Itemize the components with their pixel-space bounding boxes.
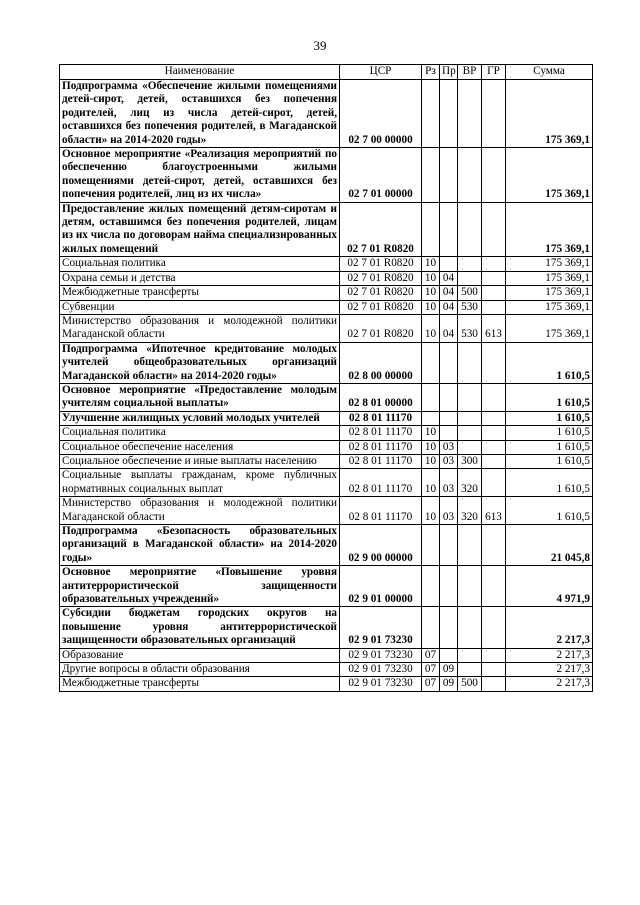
cell-name: Подпрограмма «Безопасность образовательных организаций в Магаданской области» на 2014-2020 годы»: [60, 525, 340, 566]
cell-name: Другие вопросы в области образования: [60, 663, 340, 677]
cell-vr: [458, 271, 482, 285]
cell-vr: [458, 426, 482, 440]
cell-sum: 175 369,1: [506, 202, 593, 257]
cell-gr: [482, 257, 506, 271]
cell-pr: 04: [440, 300, 458, 314]
cell-rz: 10: [422, 286, 440, 300]
cell-name: Подпрограмма «Ипотечное кредитование молодых учителей общеобразовательных организаций Магаданской области» на 2014-2020 годы»: [60, 342, 340, 383]
cell-csr: 02 7 00 00000: [340, 80, 422, 148]
cell-sum: 175 369,1: [506, 286, 593, 300]
cell-pr: [440, 148, 458, 203]
cell-pr: 03: [440, 440, 458, 454]
table-row: [60, 663, 593, 677]
cell-sum: 1 610,5: [506, 469, 593, 497]
cell-sum: 175 369,1: [506, 271, 593, 285]
cell-pr: [440, 648, 458, 662]
cell-vr: 320: [458, 497, 482, 525]
cell-name: Социальное обеспечение населения: [60, 440, 340, 454]
cell-csr: 02 7 01 R0820: [340, 271, 422, 285]
cell-pr: 09: [440, 663, 458, 677]
cell-pr: [440, 426, 458, 440]
cell-vr: [458, 411, 482, 425]
cell-vr: 500: [458, 286, 482, 300]
cell-pr: [440, 411, 458, 425]
cell-pr: [440, 342, 458, 383]
table-row: [60, 607, 593, 648]
cell-pr: 03: [440, 469, 458, 497]
cell-rz: [422, 411, 440, 425]
cell-pr: [440, 566, 458, 607]
table-row: [60, 566, 593, 607]
table-row: [60, 257, 593, 271]
cell-gr: [482, 607, 506, 648]
cell-sum: 1 610,5: [506, 411, 593, 425]
cell-name: Социальная политика: [60, 426, 340, 440]
cell-sum: 1 610,5: [506, 383, 593, 411]
cell-name: Субвенции: [60, 300, 340, 314]
cell-name: Улучшение жилищных условий молодых учителей: [60, 411, 340, 425]
cell-sum: 175 369,1: [506, 80, 593, 148]
cell-vr: [458, 80, 482, 148]
table-body: [60, 80, 593, 692]
cell-rz: 10: [422, 426, 440, 440]
cell-csr: 02 8 00 00000: [340, 342, 422, 383]
cell-pr: [440, 383, 458, 411]
cell-sum: 21 045,8: [506, 525, 593, 566]
cell-rz: 10: [422, 257, 440, 271]
header-gr: ГР: [482, 65, 506, 80]
cell-name: Основное мероприятие «Повышение уровня антитеррористической защищенности образовательных учреждений»: [60, 566, 340, 607]
cell-vr: [458, 383, 482, 411]
cell-csr: 02 9 01 00000: [340, 566, 422, 607]
cell-name: Министерство образования и молодежной политики Магаданской области: [60, 314, 340, 342]
cell-csr: 02 7 01 R0820: [340, 300, 422, 314]
header-name: Наименование: [60, 65, 340, 80]
cell-vr: 300: [458, 454, 482, 468]
cell-rz: [422, 202, 440, 257]
cell-rz: 10: [422, 497, 440, 525]
cell-rz: [422, 383, 440, 411]
cell-vr: 320: [458, 469, 482, 497]
cell-rz: [422, 342, 440, 383]
cell-rz: [422, 80, 440, 148]
cell-name: Социальные выплаты гражданам, кроме публичных нормативных социальных выплат: [60, 469, 340, 497]
cell-gr: [482, 440, 506, 454]
table-header-row: [60, 65, 593, 80]
table-row: [60, 648, 593, 662]
cell-gr: [482, 454, 506, 468]
table-row: [60, 440, 593, 454]
cell-rz: 07: [422, 677, 440, 691]
cell-vr: [458, 342, 482, 383]
cell-pr: 04: [440, 271, 458, 285]
table-row: [60, 497, 593, 525]
table-row: [60, 411, 593, 425]
cell-sum: 2 217,3: [506, 648, 593, 662]
cell-name: Межбюджетные трансферты: [60, 286, 340, 300]
cell-pr: [440, 607, 458, 648]
cell-csr: 02 8 01 11170: [340, 497, 422, 525]
cell-sum: 1 610,5: [506, 454, 593, 468]
table-row: [60, 383, 593, 411]
cell-gr: 613: [482, 497, 506, 525]
cell-vr: [458, 257, 482, 271]
cell-csr: 02 8 01 11170: [340, 454, 422, 468]
cell-csr: 02 8 01 11170: [340, 411, 422, 425]
cell-rz: [422, 525, 440, 566]
table-row: [60, 469, 593, 497]
table-row: [60, 677, 593, 691]
cell-name: Социальное обеспечение и иные выплаты населению: [60, 454, 340, 468]
cell-sum: 175 369,1: [506, 257, 593, 271]
cell-vr: [458, 440, 482, 454]
cell-pr: 04: [440, 286, 458, 300]
table-row: [60, 300, 593, 314]
cell-pr: 09: [440, 677, 458, 691]
cell-sum: 1 610,5: [506, 426, 593, 440]
cell-pr: [440, 80, 458, 148]
cell-name: Основное мероприятие «Предоставление молодым учителям социальной выплаты»: [60, 383, 340, 411]
cell-rz: [422, 607, 440, 648]
cell-vr: [458, 525, 482, 566]
cell-name: Министерство образования и молодежной политики Магаданской области: [60, 497, 340, 525]
cell-rz: 07: [422, 648, 440, 662]
cell-gr: [482, 525, 506, 566]
cell-gr: [482, 648, 506, 662]
header-vr: ВР: [458, 65, 482, 80]
cell-csr: 02 9 01 73230: [340, 677, 422, 691]
cell-pr: 04: [440, 314, 458, 342]
cell-rz: [422, 148, 440, 203]
cell-vr: [458, 202, 482, 257]
cell-rz: 10: [422, 440, 440, 454]
cell-gr: [482, 469, 506, 497]
cell-sum: 2 217,3: [506, 663, 593, 677]
cell-pr: 03: [440, 497, 458, 525]
cell-sum: 2 217,3: [506, 677, 593, 691]
cell-name: Основное мероприятие «Реализация мероприятий по обеспечению благоустроенными жилыми помещениями детей-сирот, детей, оставшихся без попечения родителей, лиц из их числа»: [60, 148, 340, 203]
cell-gr: [482, 300, 506, 314]
table-row: [60, 148, 593, 203]
page-number: 39: [313, 38, 327, 53]
cell-csr: 02 9 00 00000: [340, 525, 422, 566]
cell-sum: 1 610,5: [506, 342, 593, 383]
table-row: [60, 525, 593, 566]
table-row: [60, 271, 593, 285]
cell-sum: 175 369,1: [506, 314, 593, 342]
cell-gr: [482, 411, 506, 425]
cell-name: Предоставление жилых помещений детям-сиротам и детям, оставшимся без попечения родителей, лицам из их числа по договорам найма специализированных жилых помещений: [60, 202, 340, 257]
cell-csr: 02 9 01 73230: [340, 648, 422, 662]
cell-vr: [458, 663, 482, 677]
cell-csr: 02 7 01 R0820: [340, 257, 422, 271]
cell-name: Образование: [60, 648, 340, 662]
table-row: [60, 314, 593, 342]
table-row: [60, 286, 593, 300]
table-row: [60, 80, 593, 148]
cell-gr: [482, 286, 506, 300]
cell-rz: 10: [422, 271, 440, 285]
cell-csr: 02 7 01 R0820: [340, 286, 422, 300]
cell-vr: [458, 607, 482, 648]
cell-rz: 10: [422, 314, 440, 342]
cell-name: Субсидии бюджетам городских округов на повышение уровня антитеррористической защищенности образовательных организаций: [60, 607, 340, 648]
cell-gr: [482, 677, 506, 691]
cell-sum: 175 369,1: [506, 148, 593, 203]
header-sum: Сумма: [506, 65, 593, 80]
cell-sum: 175 369,1: [506, 300, 593, 314]
cell-gr: [482, 566, 506, 607]
cell-pr: [440, 202, 458, 257]
table-row: [60, 454, 593, 468]
cell-csr: 02 7 01 00000: [340, 148, 422, 203]
header-rz: Рз: [422, 65, 440, 80]
cell-name: Подпрограмма «Обеспечение жилыми помещениями детей-сирот, детей, оставшихся без попечения родителей, лиц из числа детей-сирот, детей, оставшихся без попечения родителей, в Магаданской области» на 2014-2020 годы»: [60, 80, 340, 148]
cell-csr: 02 9 01 73230: [340, 663, 422, 677]
cell-name: Межбюджетные трансферты: [60, 677, 340, 691]
cell-gr: [482, 383, 506, 411]
cell-sum: 4 971,9: [506, 566, 593, 607]
cell-gr: [482, 148, 506, 203]
budget-table: [59, 64, 593, 692]
cell-pr: [440, 525, 458, 566]
table-row: [60, 426, 593, 440]
cell-csr: 02 7 01 R0820: [340, 202, 422, 257]
cell-vr: [458, 648, 482, 662]
cell-sum: 2 217,3: [506, 607, 593, 648]
table-row: [60, 342, 593, 383]
cell-rz: [422, 566, 440, 607]
cell-vr: 500: [458, 677, 482, 691]
cell-gr: 613: [482, 314, 506, 342]
cell-rz: 10: [422, 454, 440, 468]
header-pr: Пр: [440, 65, 458, 80]
cell-name: Охрана семьи и детства: [60, 271, 340, 285]
cell-vr: 530: [458, 300, 482, 314]
cell-gr: [482, 663, 506, 677]
cell-gr: [482, 271, 506, 285]
table-row: [60, 202, 593, 257]
cell-csr: 02 8 01 11170: [340, 469, 422, 497]
cell-gr: [482, 80, 506, 148]
cell-csr: 02 8 01 11170: [340, 440, 422, 454]
cell-vr: [458, 566, 482, 607]
cell-gr: [482, 202, 506, 257]
cell-rz: 10: [422, 469, 440, 497]
cell-gr: [482, 342, 506, 383]
header-csr: ЦСР: [340, 65, 422, 80]
cell-rz: 10: [422, 300, 440, 314]
cell-vr: [458, 148, 482, 203]
cell-csr: 02 8 01 00000: [340, 383, 422, 411]
cell-pr: 03: [440, 454, 458, 468]
cell-sum: 1 610,5: [506, 497, 593, 525]
cell-vr: 530: [458, 314, 482, 342]
cell-pr: [440, 257, 458, 271]
cell-name: Социальная политика: [60, 257, 340, 271]
cell-csr: 02 8 01 11170: [340, 426, 422, 440]
cell-gr: [482, 426, 506, 440]
cell-sum: 1 610,5: [506, 440, 593, 454]
cell-rz: 07: [422, 663, 440, 677]
cell-csr: 02 7 01 R0820: [340, 314, 422, 342]
cell-csr: 02 9 01 73230: [340, 607, 422, 648]
